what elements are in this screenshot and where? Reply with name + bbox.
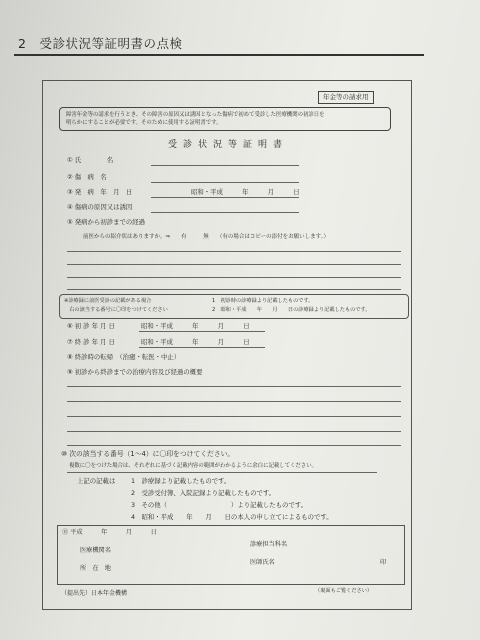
q10-option-1: 1 診療録より記載したものです。 [131,477,231,485]
footer-see-reverse: （裏面もご覧ください） [315,588,373,594]
treatment-line-3 [67,416,401,417]
q10-note: 複数に〇をつけた場合は、それぞれに基づく記載内容の範囲がわかるように余白に記載してください。 [69,463,317,469]
q10-label: ⑩ 次の該当する番号（1〜4）に〇印をつけてください。 [61,450,235,458]
referral-text: 前医からの紹介状はありますか。⇒ 有 無 （有の場合はコピーの添付をお願いします。） [83,234,329,240]
seal-mark: 印 [380,559,387,566]
field-name-line [151,165,299,166]
q10-option-4: 4 昭和・平成 年 月 日の本人の申し立てによるものです。 [131,513,333,521]
treatment-line-1 [67,386,401,387]
first-visit-value: 昭和・平成 年 月 日 [141,322,250,330]
q10-note-line [67,472,377,473]
note-right-2: 2 昭和・平成 年 月 日の診療録より記載したものです。 [212,307,371,313]
q10-option-2: 2 受診受付簿、入院記録より記載したものです。 [131,489,276,497]
treatment-label: ⑨ 初診から終診までの治療内容及び経過の概要 [67,368,203,376]
bottom-address-label: 所 在 地 [80,565,111,572]
course-line-2 [67,264,401,265]
field-disease-label: ② 傷 病 名 [67,173,107,181]
course-line-1 [67,251,401,252]
note-left-2: 右の該当する番号に〇印をつけてください [64,307,168,313]
treatment-line-5 [67,445,401,446]
final-status-label: ⑧ 終診時の転帰 （治癒・転医・中止） [67,353,181,361]
last-visit-label: ⑦ 終 診 年 月 日 [67,338,115,346]
certificate-form [42,80,412,610]
bottom-doctor-label: 医師氏名 [250,559,275,566]
q10-option-3: 3 その他（ ）より記載したものです。 [131,501,308,509]
field-onset-value: 昭和・平成 年 月 日 [191,188,300,196]
course-line-4 [67,289,401,290]
section-title: 2 受診状況等証明書の点検 [18,36,183,51]
field-disease-line [151,182,299,183]
note-right-1: 1 初診時の診療録より記載したものです。 [212,298,314,304]
field-cause-label: ④ 傷病の原因又は誘因 [67,203,133,211]
footer-submit-to: （提出先）日本年金機構 [61,590,128,597]
bottom-date: ⑪ 平成 年 月 日 [62,529,157,536]
field-name-label: ① 氏 名 [67,156,114,164]
section-rule [14,54,424,56]
bottom-org-label: 医療機関名 [80,547,111,554]
course-line-3 [67,277,401,278]
first-visit-line [139,331,265,332]
note-left-1: ※診療録に前医受診の記載がある場合 [64,298,152,304]
intro-box [59,107,391,131]
treatment-line-2 [67,401,401,402]
treatment-line-4 [67,431,401,432]
intro-line-2: 明らかにすることが必要です。そのために使用する証明書です。 [66,120,222,126]
prior-record-note-box [59,294,409,319]
field-course-label: ⑤ 発病から初診までの経過 [67,218,146,226]
last-visit-line [139,347,265,348]
signature-box [57,525,405,585]
first-visit-label: ⑥ 初 診 年 月 日 [67,322,115,330]
intro-line-1: 障害年金等の請求を行うとき、その障害の原因又は誘因となった傷病で初めて受診した医療機関の初診日を [66,112,325,118]
bottom-staff-label: 診療担当科名 [250,541,288,548]
last-visit-value: 昭和・平成 年 月 日 [141,338,250,346]
form-title: 受診状況等証明書 [167,140,288,150]
field-onset-line [151,197,299,198]
field-cause-line [151,212,299,213]
field-onset-label: ③ 発 病 年 月 日 [67,188,133,196]
form-tag: 年金等の請求用 [318,91,374,104]
q10-lead: 上記の記載は [77,477,116,485]
